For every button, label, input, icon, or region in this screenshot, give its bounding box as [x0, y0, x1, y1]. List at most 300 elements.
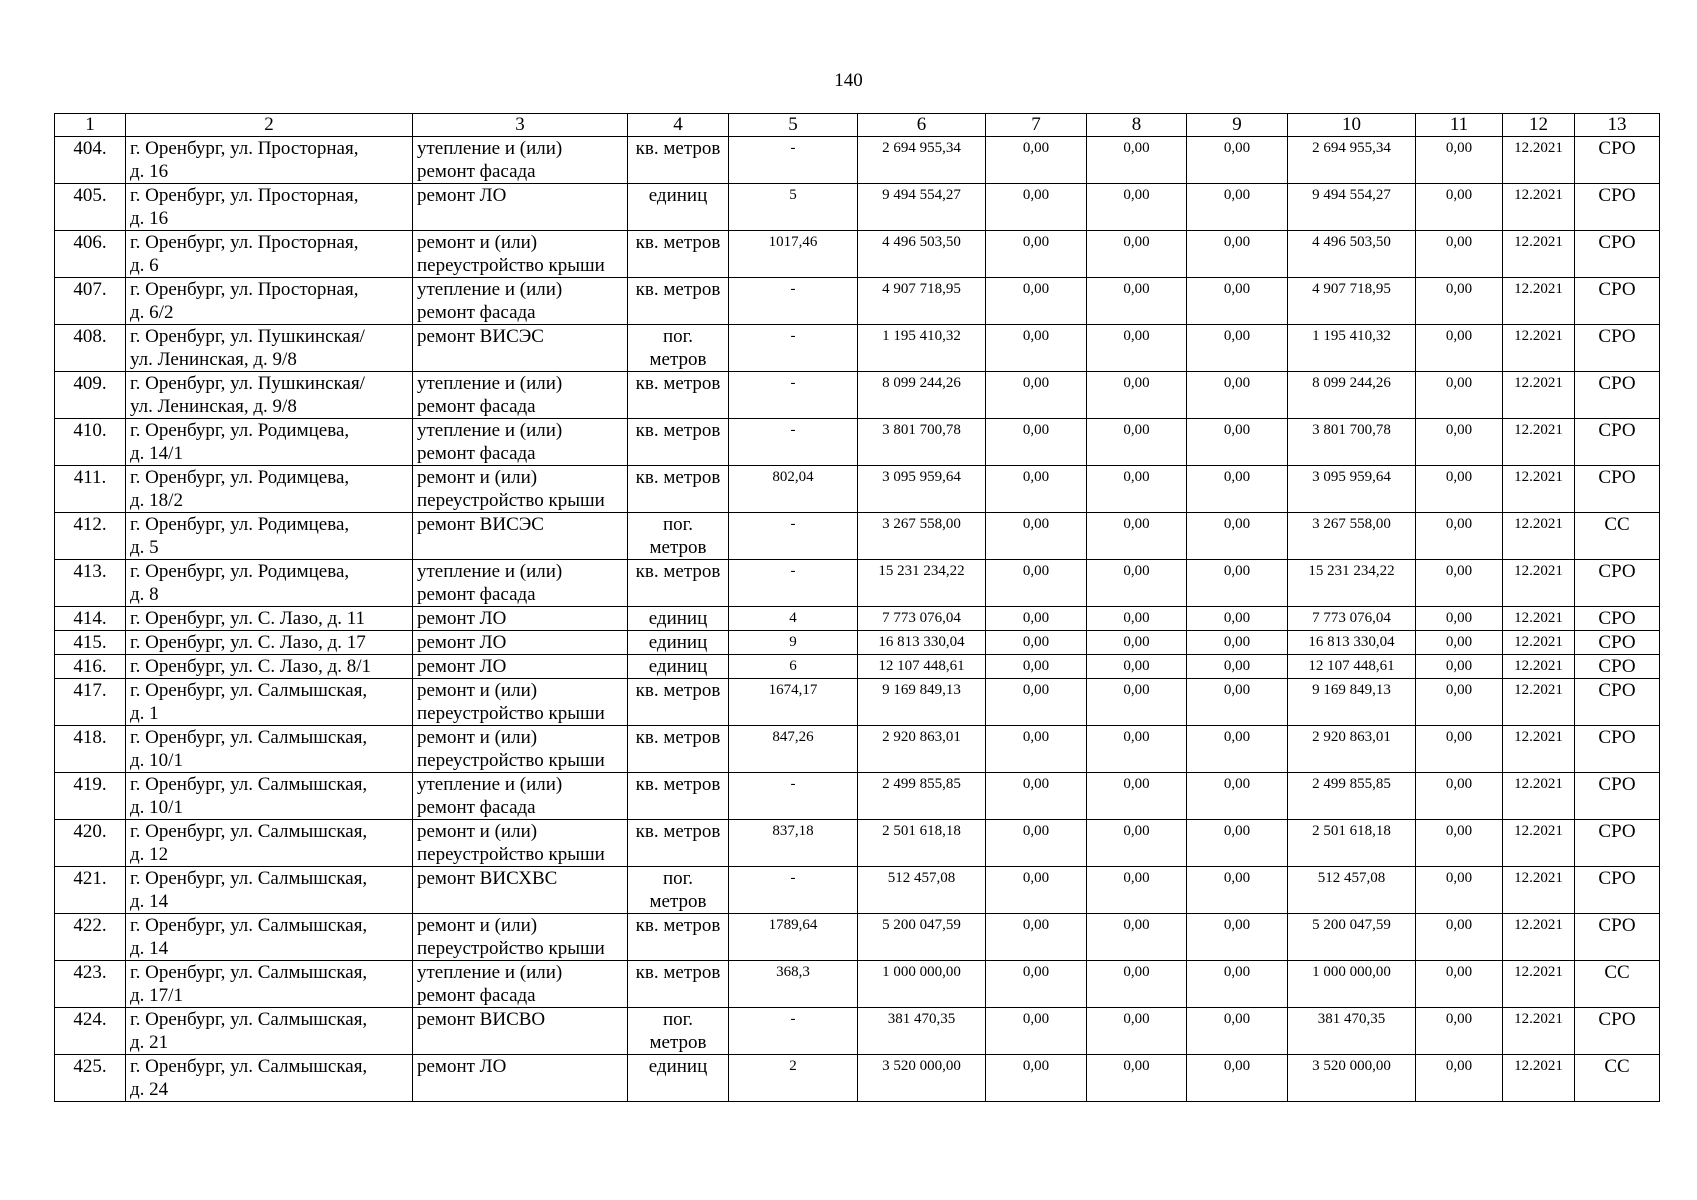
- work-type-line: ремонт ЛО: [417, 632, 507, 653]
- unit-line: метров: [649, 537, 707, 558]
- fund-cell-11: 0,00: [1416, 513, 1503, 560]
- funding-method-cell: СРО: [1575, 184, 1660, 231]
- quantity-cell: -: [729, 513, 858, 560]
- fund-cell-11: 0,00: [1416, 184, 1503, 231]
- work-type-cell: [413, 914, 628, 961]
- cost-total-cell: 3 267 558,00: [858, 513, 986, 560]
- cost-total-cell: 381 470,35: [858, 1008, 986, 1055]
- funding-method-cell: СРО: [1575, 631, 1660, 655]
- fund-cell-11: 0,00: [1416, 1008, 1503, 1055]
- row-number-cell: 404.: [55, 137, 126, 184]
- cost-owners-cell: 3 801 700,78: [1288, 419, 1416, 466]
- work-type-cell: [413, 820, 628, 867]
- work-type-line: ремонт и (или): [417, 821, 538, 842]
- fund-cell-9: 0,00: [1187, 560, 1288, 607]
- funding-method-cell: СС: [1575, 513, 1660, 560]
- fund-cell-11: 0,00: [1416, 726, 1503, 773]
- cost-owners-cell: 4 496 503,50: [1288, 231, 1416, 278]
- fund-cell-11: 0,00: [1416, 961, 1503, 1008]
- fund-cell-8: 0,00: [1087, 655, 1187, 679]
- fund-cell-8: 0,00: [1087, 231, 1187, 278]
- address-cell: [126, 560, 413, 607]
- unit-line: кв. метров: [635, 821, 721, 842]
- address-line: д. 6: [130, 255, 159, 276]
- fund-cell-9: 0,00: [1187, 372, 1288, 419]
- table-row: [55, 679, 1660, 726]
- cost-total-cell: 4 496 503,50: [858, 231, 986, 278]
- table-row: [55, 726, 1660, 773]
- row-number-cell: 421.: [55, 867, 126, 914]
- row-number-cell: 420.: [55, 820, 126, 867]
- fund-cell-8: 0,00: [1087, 914, 1187, 961]
- deadline-cell: 12.2021: [1503, 914, 1575, 961]
- work-type-line: ремонт ЛО: [417, 608, 507, 629]
- address-line: д. 5: [130, 537, 159, 558]
- address-line: г. Оренбург, ул. Салмышская,: [130, 1009, 368, 1030]
- quantity-cell: -: [729, 560, 858, 607]
- column-number: 5: [729, 114, 858, 137]
- deadline-cell: 12.2021: [1503, 1055, 1575, 1102]
- address-line: д. 16: [130, 208, 169, 229]
- work-type-cell: [413, 137, 628, 184]
- address-cell: [126, 867, 413, 914]
- unit-line: единиц: [648, 656, 708, 677]
- table-row: [55, 513, 1660, 560]
- cost-owners-cell: 381 470,35: [1288, 1008, 1416, 1055]
- deadline-cell: 12.2021: [1503, 278, 1575, 325]
- deadline-cell: 12.2021: [1503, 820, 1575, 867]
- fund-cell-11: 0,00: [1416, 773, 1503, 820]
- unit-line: пог.: [662, 514, 694, 535]
- column-number: 2: [126, 114, 413, 137]
- table-row: [55, 325, 1660, 372]
- address-cell: [126, 278, 413, 325]
- address-cell: [126, 466, 413, 513]
- cost-owners-cell: 2 920 863,01: [1288, 726, 1416, 773]
- fund-cell-11: 0,00: [1416, 631, 1503, 655]
- fund-cell-11: 0,00: [1416, 607, 1503, 631]
- funding-method-cell: СРО: [1575, 137, 1660, 184]
- fund-cell-8: 0,00: [1087, 419, 1187, 466]
- cost-total-cell: 15 231 234,22: [858, 560, 986, 607]
- cost-owners-cell: 2 499 855,85: [1288, 773, 1416, 820]
- deadline-cell: 12.2021: [1503, 513, 1575, 560]
- work-type-line: ремонт и (или): [417, 232, 538, 253]
- unit-line: пог.: [662, 1009, 694, 1030]
- fund-cell-11: 0,00: [1416, 914, 1503, 961]
- address-line: г. Оренбург, ул. Просторная,: [130, 279, 359, 300]
- cost-total-cell: 2 694 955,34: [858, 137, 986, 184]
- deadline-cell: 12.2021: [1503, 560, 1575, 607]
- fund-cell-7: 0,00: [986, 773, 1087, 820]
- fund-cell-11: 0,00: [1416, 231, 1503, 278]
- funding-method-cell: СРО: [1575, 773, 1660, 820]
- work-type-line: переустройство крыши: [417, 703, 605, 724]
- address-line: г. Оренбург, ул. Родимцева,: [130, 420, 350, 441]
- work-type-cell: [413, 560, 628, 607]
- table-row: [55, 867, 1660, 914]
- work-type-cell: [413, 961, 628, 1008]
- fund-cell-9: 0,00: [1187, 513, 1288, 560]
- quantity-cell: 1017,46: [729, 231, 858, 278]
- deadline-cell: 12.2021: [1503, 631, 1575, 655]
- row-number-cell: 425.: [55, 1055, 126, 1102]
- fund-cell-11: 0,00: [1416, 655, 1503, 679]
- column-number: 10: [1288, 114, 1416, 137]
- unit-line: кв. метров: [635, 680, 721, 701]
- fund-cell-7: 0,00: [986, 466, 1087, 513]
- work-type-cell: [413, 655, 628, 679]
- column-number: 7: [986, 114, 1087, 137]
- address-line: г. Оренбург, ул. Салмышская,: [130, 1056, 368, 1077]
- row-number-cell: 413.: [55, 560, 126, 607]
- address-line: г. Оренбург, ул. Просторная,: [130, 232, 359, 253]
- row-number-cell: 415.: [55, 631, 126, 655]
- address-cell: [126, 607, 413, 631]
- cost-total-cell: 2 499 855,85: [858, 773, 986, 820]
- quantity-cell: 9: [729, 631, 858, 655]
- cost-owners-cell: 8 099 244,26: [1288, 372, 1416, 419]
- fund-cell-8: 0,00: [1087, 631, 1187, 655]
- unit-cell: [628, 513, 729, 560]
- cost-owners-cell: 12 107 448,61: [1288, 655, 1416, 679]
- work-type-cell: [413, 726, 628, 773]
- quantity-cell: -: [729, 419, 858, 466]
- funding-method-cell: СРО: [1575, 607, 1660, 631]
- cost-owners-cell: 1 195 410,32: [1288, 325, 1416, 372]
- unit-cell: [628, 820, 729, 867]
- quantity-cell: -: [729, 1008, 858, 1055]
- deadline-cell: 12.2021: [1503, 773, 1575, 820]
- address-line: д. 14/1: [130, 443, 183, 464]
- fund-cell-9: 0,00: [1187, 278, 1288, 325]
- fund-cell-9: 0,00: [1187, 820, 1288, 867]
- funding-method-cell: СРО: [1575, 231, 1660, 278]
- unit-cell: [628, 1055, 729, 1102]
- deadline-cell: 12.2021: [1503, 726, 1575, 773]
- address-line: д. 10/1: [130, 750, 183, 771]
- page-number: 140: [834, 70, 863, 91]
- table-row: [55, 607, 1660, 631]
- unit-line: пог.: [662, 868, 694, 889]
- table-row: [55, 1055, 1660, 1102]
- address-line: д. 6/2: [130, 302, 174, 323]
- cost-total-cell: 3 801 700,78: [858, 419, 986, 466]
- row-number-cell: 410.: [55, 419, 126, 466]
- funding-method-cell: СРО: [1575, 419, 1660, 466]
- deadline-cell: 12.2021: [1503, 961, 1575, 1008]
- address-line: г. Оренбург, ул. Просторная,: [130, 138, 359, 159]
- work-type-cell: [413, 231, 628, 278]
- address-line: д. 14: [130, 938, 169, 959]
- fund-cell-8: 0,00: [1087, 961, 1187, 1008]
- deadline-cell: 12.2021: [1503, 466, 1575, 513]
- unit-cell: [628, 419, 729, 466]
- fund-cell-7: 0,00: [986, 231, 1087, 278]
- table-body: [55, 114, 1660, 1102]
- quantity-cell: -: [729, 137, 858, 184]
- work-type-cell: [413, 1008, 628, 1055]
- work-type-cell: [413, 773, 628, 820]
- deadline-cell: 12.2021: [1503, 184, 1575, 231]
- quantity-cell: -: [729, 867, 858, 914]
- row-number-cell: 419.: [55, 773, 126, 820]
- fund-cell-7: 0,00: [986, 278, 1087, 325]
- unit-line: метров: [649, 891, 707, 912]
- quantity-cell: -: [729, 773, 858, 820]
- cost-total-cell: 3 520 000,00: [858, 1055, 986, 1102]
- row-number-cell: 417.: [55, 679, 126, 726]
- deadline-cell: 12.2021: [1503, 607, 1575, 631]
- fund-cell-11: 0,00: [1416, 1055, 1503, 1102]
- unit-cell: [628, 278, 729, 325]
- funding-method-cell: СРО: [1575, 1008, 1660, 1055]
- column-number: 8: [1087, 114, 1187, 137]
- cost-total-cell: 8 099 244,26: [858, 372, 986, 419]
- column-number: 3: [413, 114, 628, 137]
- fund-cell-8: 0,00: [1087, 137, 1187, 184]
- address-cell: [126, 914, 413, 961]
- quantity-cell: 837,18: [729, 820, 858, 867]
- work-type-line: ремонт ЛО: [417, 656, 507, 677]
- work-type-cell: [413, 513, 628, 560]
- work-type-cell: [413, 419, 628, 466]
- column-number: 12: [1503, 114, 1575, 137]
- work-type-line: ремонт и (или): [417, 727, 538, 748]
- fund-cell-9: 0,00: [1187, 325, 1288, 372]
- work-type-line: утепление и (или): [417, 279, 563, 300]
- fund-cell-11: 0,00: [1416, 466, 1503, 513]
- address-line: г. Оренбург, ул. Пушкинская/: [130, 326, 365, 347]
- table-row: [55, 820, 1660, 867]
- deadline-cell: 12.2021: [1503, 867, 1575, 914]
- cost-total-cell: 5 200 047,59: [858, 914, 986, 961]
- fund-cell-7: 0,00: [986, 372, 1087, 419]
- address-cell: [126, 726, 413, 773]
- repair-schedule-table: [54, 113, 1660, 1102]
- funding-method-cell: СРО: [1575, 679, 1660, 726]
- unit-cell: [628, 867, 729, 914]
- fund-cell-9: 0,00: [1187, 419, 1288, 466]
- deadline-cell: 12.2021: [1503, 419, 1575, 466]
- address-cell: [126, 820, 413, 867]
- unit-line: метров: [649, 349, 707, 370]
- funding-method-cell: СРО: [1575, 560, 1660, 607]
- fund-cell-9: 0,00: [1187, 607, 1288, 631]
- fund-cell-7: 0,00: [986, 679, 1087, 726]
- quantity-cell: -: [729, 372, 858, 419]
- unit-cell: [628, 1008, 729, 1055]
- row-number-cell: 408.: [55, 325, 126, 372]
- address-line: г. Оренбург, ул. С. Лазо, д. 11: [130, 608, 366, 629]
- address-line: д. 18/2: [130, 490, 183, 511]
- address-line: г. Оренбург, ул. Салмышская,: [130, 727, 368, 748]
- table-row: [55, 372, 1660, 419]
- address-line: г. Оренбург, ул. Салмышская,: [130, 680, 368, 701]
- fund-cell-7: 0,00: [986, 607, 1087, 631]
- unit-cell: [628, 231, 729, 278]
- row-number-cell: 416.: [55, 655, 126, 679]
- quantity-cell: 4: [729, 607, 858, 631]
- row-number-cell: 422.: [55, 914, 126, 961]
- deadline-cell: 12.2021: [1503, 137, 1575, 184]
- quantity-cell: 802,04: [729, 466, 858, 513]
- deadline-cell: 12.2021: [1503, 1008, 1575, 1055]
- quantity-cell: 847,26: [729, 726, 858, 773]
- row-number-cell: 406.: [55, 231, 126, 278]
- fund-cell-9: 0,00: [1187, 466, 1288, 513]
- address-cell: [126, 1008, 413, 1055]
- work-type-line: ремонт фасада: [417, 985, 536, 1006]
- cost-total-cell: 4 907 718,95: [858, 278, 986, 325]
- fund-cell-8: 0,00: [1087, 1055, 1187, 1102]
- cost-owners-cell: 512 457,08: [1288, 867, 1416, 914]
- quantity-cell: 6: [729, 655, 858, 679]
- fund-cell-8: 0,00: [1087, 820, 1187, 867]
- address-line: г. Оренбург, ул. Родимцева,: [130, 514, 350, 535]
- unit-cell: [628, 914, 729, 961]
- fund-cell-7: 0,00: [986, 820, 1087, 867]
- address-cell: [126, 961, 413, 1008]
- funding-method-cell: СРО: [1575, 655, 1660, 679]
- fund-cell-11: 0,00: [1416, 820, 1503, 867]
- fund-cell-8: 0,00: [1087, 1008, 1187, 1055]
- address-line: г. Оренбург, ул. Просторная,: [130, 185, 359, 206]
- address-line: д. 10/1: [130, 797, 183, 818]
- unit-cell: [628, 961, 729, 1008]
- unit-line: единиц: [648, 608, 708, 629]
- fund-cell-7: 0,00: [986, 1055, 1087, 1102]
- fund-cell-7: 0,00: [986, 631, 1087, 655]
- work-type-line: ремонт фасада: [417, 797, 536, 818]
- work-type-line: ремонт фасада: [417, 584, 536, 605]
- fund-cell-7: 0,00: [986, 560, 1087, 607]
- fund-cell-11: 0,00: [1416, 419, 1503, 466]
- column-number: 13: [1575, 114, 1660, 137]
- fund-cell-9: 0,00: [1187, 961, 1288, 1008]
- unit-cell: [628, 184, 729, 231]
- cost-owners-cell: 16 813 330,04: [1288, 631, 1416, 655]
- table-row: [55, 419, 1660, 466]
- table-row: [55, 961, 1660, 1008]
- address-line: г. Оренбург, ул. Родимцева,: [130, 467, 350, 488]
- work-type-line: ремонт фасада: [417, 161, 536, 182]
- table-row: [55, 184, 1660, 231]
- unit-line: метров: [649, 1032, 707, 1053]
- table-row: [55, 655, 1660, 679]
- table-row: [55, 466, 1660, 513]
- fund-cell-8: 0,00: [1087, 184, 1187, 231]
- work-type-line: ремонт фасада: [417, 396, 536, 417]
- row-number-cell: 424.: [55, 1008, 126, 1055]
- cost-owners-cell: 2 694 955,34: [1288, 137, 1416, 184]
- work-type-line: ремонт фасада: [417, 302, 536, 323]
- cost-owners-cell: 3 095 959,64: [1288, 466, 1416, 513]
- unit-line: кв. метров: [635, 138, 721, 159]
- cost-owners-cell: 3 520 000,00: [1288, 1055, 1416, 1102]
- column-number: 4: [628, 114, 729, 137]
- row-number-cell: 405.: [55, 184, 126, 231]
- work-type-cell: [413, 372, 628, 419]
- funding-method-cell: СРО: [1575, 325, 1660, 372]
- unit-line: кв. метров: [635, 561, 721, 582]
- work-type-line: ремонт и (или): [417, 680, 538, 701]
- work-type-line: переустройство крыши: [417, 938, 605, 959]
- fund-cell-7: 0,00: [986, 137, 1087, 184]
- unit-line: кв. метров: [635, 915, 721, 936]
- cost-total-cell: 3 095 959,64: [858, 466, 986, 513]
- unit-cell: [628, 773, 729, 820]
- address-line: д. 14: [130, 891, 169, 912]
- work-type-line: утепление и (или): [417, 373, 563, 394]
- fund-cell-8: 0,00: [1087, 679, 1187, 726]
- cost-total-cell: 2 501 618,18: [858, 820, 986, 867]
- work-type-line: утепление и (или): [417, 561, 563, 582]
- column-number: 1: [55, 114, 126, 137]
- address-cell: [126, 325, 413, 372]
- fund-cell-11: 0,00: [1416, 278, 1503, 325]
- deadline-cell: 12.2021: [1503, 231, 1575, 278]
- address-line: г. Оренбург, ул. Родимцева,: [130, 561, 350, 582]
- quantity-cell: -: [729, 325, 858, 372]
- work-type-cell: [413, 607, 628, 631]
- address-line: г. Оренбург, ул. С. Лазо, д. 8/1: [130, 656, 372, 677]
- work-type-line: ремонт и (или): [417, 467, 538, 488]
- fund-cell-8: 0,00: [1087, 372, 1187, 419]
- cost-owners-cell: 9 169 849,13: [1288, 679, 1416, 726]
- table-row: [55, 631, 1660, 655]
- fund-cell-11: 0,00: [1416, 560, 1503, 607]
- work-type-line: ремонт ВИСЭС: [417, 514, 544, 535]
- table-row: [55, 1008, 1660, 1055]
- deadline-cell: 12.2021: [1503, 679, 1575, 726]
- work-type-line: утепление и (или): [417, 774, 563, 795]
- work-type-line: ремонт ВИСХВС: [417, 868, 558, 889]
- address-line: г. Оренбург, ул. Салмышская,: [130, 868, 368, 889]
- cost-total-cell: 16 813 330,04: [858, 631, 986, 655]
- fund-cell-8: 0,00: [1087, 278, 1187, 325]
- column-number-row: [55, 114, 1660, 137]
- fund-cell-7: 0,00: [986, 325, 1087, 372]
- fund-cell-9: 0,00: [1187, 914, 1288, 961]
- table-row: [55, 560, 1660, 607]
- fund-cell-8: 0,00: [1087, 466, 1187, 513]
- table-row: [55, 773, 1660, 820]
- fund-cell-11: 0,00: [1416, 325, 1503, 372]
- fund-cell-11: 0,00: [1416, 137, 1503, 184]
- work-type-cell: [413, 466, 628, 513]
- work-type-cell: [413, 184, 628, 231]
- unit-line: кв. метров: [635, 467, 721, 488]
- fund-cell-7: 0,00: [986, 419, 1087, 466]
- fund-cell-7: 0,00: [986, 726, 1087, 773]
- work-type-line: ремонт ВИСЭС: [417, 326, 544, 347]
- unit-line: кв. метров: [635, 373, 721, 394]
- address-line: д. 16: [130, 161, 169, 182]
- unit-line: единиц: [648, 1056, 708, 1077]
- address-line: д. 24: [130, 1079, 169, 1100]
- table-row: [55, 278, 1660, 325]
- address-cell: [126, 231, 413, 278]
- fund-cell-7: 0,00: [986, 1008, 1087, 1055]
- unit-line: кв. метров: [635, 774, 721, 795]
- address-line: д. 21: [130, 1032, 169, 1053]
- table-row: [55, 231, 1660, 278]
- address-cell: [126, 419, 413, 466]
- cost-owners-cell: 3 267 558,00: [1288, 513, 1416, 560]
- cost-total-cell: 9 169 849,13: [858, 679, 986, 726]
- quantity-cell: 1674,17: [729, 679, 858, 726]
